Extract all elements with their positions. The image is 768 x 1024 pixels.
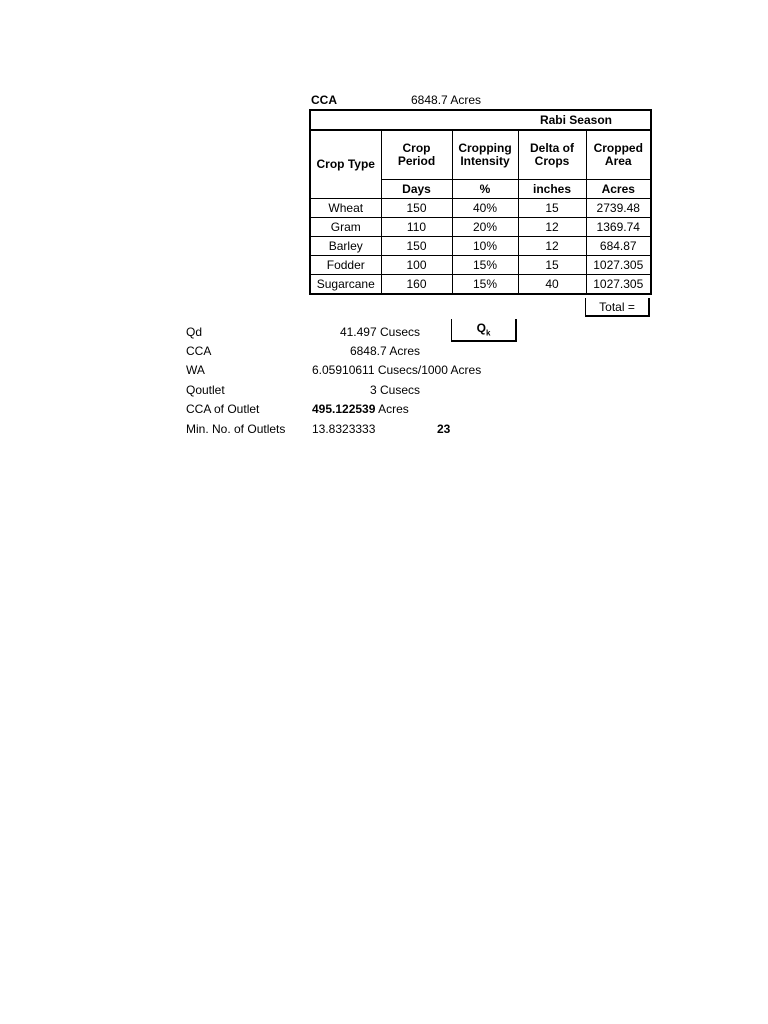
header-row xyxy=(310,130,651,180)
min-outlets-rounded: 23 xyxy=(437,422,451,436)
table-row xyxy=(310,256,651,275)
cell-crop-period: 150 xyxy=(381,237,452,256)
qd-label: Qd xyxy=(186,325,203,339)
qk-cell xyxy=(451,319,517,342)
qd-value: 41.497 Cusecs xyxy=(339,325,420,339)
cell-delta: 40 xyxy=(518,275,586,295)
total-cell: Total = xyxy=(585,298,650,317)
min-outlets-value: 13.8323333 xyxy=(312,422,376,436)
table-row xyxy=(310,237,651,256)
cca-outlet-number: 495.122539 xyxy=(312,402,376,416)
cell-cropped-area: 1027.305 xyxy=(586,275,651,295)
cca-outlet-unit: Acres xyxy=(375,402,409,416)
wa-value: 6.05910611 Cusecs/1000 Acres xyxy=(312,363,482,377)
season-title: Rabi Season xyxy=(310,110,651,130)
qoutlet-label: Qoutlet xyxy=(186,383,225,397)
season-row xyxy=(310,110,651,130)
cell-crop-period: 160 xyxy=(381,275,452,295)
cell-cropped-area: 1027.305 xyxy=(586,256,651,275)
table-row xyxy=(310,218,651,237)
qk-main: Q xyxy=(476,321,486,335)
cell-delta: 12 xyxy=(518,237,586,256)
column-header-crop-period: Crop Period xyxy=(381,130,452,180)
column-header-cropping-intensity: Cropping Intensity xyxy=(452,130,518,180)
unit-cropped-area: Acres xyxy=(586,180,651,199)
cell-cropping-intensity: 40% xyxy=(452,199,518,218)
cell-crop-period: 150 xyxy=(381,199,452,218)
cell-cropped-area: 2739.48 xyxy=(586,199,651,218)
column-header-crop-type: Crop Type xyxy=(310,130,381,199)
cca-value: 6848.7 Acres xyxy=(411,93,482,107)
cell-crop-type: Gram xyxy=(310,218,381,237)
wa-label: WA xyxy=(186,363,205,377)
unit-delta-of-crops: inches xyxy=(518,180,586,199)
cell-delta: 15 xyxy=(518,256,586,275)
unit-crop-period: Days xyxy=(381,180,452,199)
column-header-delta-of-crops: Delta of Crops xyxy=(518,130,586,180)
cell-cropped-area: 1369.74 xyxy=(586,218,651,237)
crop-water-table xyxy=(309,109,652,295)
cell-crop-type: Fodder xyxy=(310,256,381,275)
cell-crop-type: Barley xyxy=(310,237,381,256)
column-header-cropped-area: Cropped Area xyxy=(586,130,651,180)
cca-label: CCA xyxy=(311,93,337,107)
cca-result-label: CCA xyxy=(186,344,212,358)
cca-outlet-value xyxy=(312,401,409,417)
cca-result-value: 6848.7 Acres xyxy=(349,344,420,358)
cell-delta: 15 xyxy=(518,199,586,218)
table-row xyxy=(310,275,651,295)
min-outlets-label: Min. No. of Outlets xyxy=(186,422,286,436)
cell-crop-type: Sugarcane xyxy=(310,275,381,295)
cell-cropping-intensity: 15% xyxy=(452,256,518,275)
unit-cropping-intensity: % xyxy=(452,180,518,199)
cell-cropping-intensity: 10% xyxy=(452,237,518,256)
cca-outlet-label: CCA of Outlet xyxy=(186,402,260,416)
qk-subscript: k xyxy=(485,328,491,338)
cell-cropping-intensity: 15% xyxy=(452,275,518,295)
cell-delta: 12 xyxy=(518,218,586,237)
cell-cropping-intensity: 20% xyxy=(452,218,518,237)
table-row xyxy=(310,199,651,218)
cell-crop-period: 100 xyxy=(381,256,452,275)
cell-crop-period: 110 xyxy=(381,218,452,237)
qoutlet-value: 3 Cusecs xyxy=(369,383,420,397)
cell-cropped-area: 684.87 xyxy=(586,237,651,256)
cell-crop-type: Wheat xyxy=(310,199,381,218)
